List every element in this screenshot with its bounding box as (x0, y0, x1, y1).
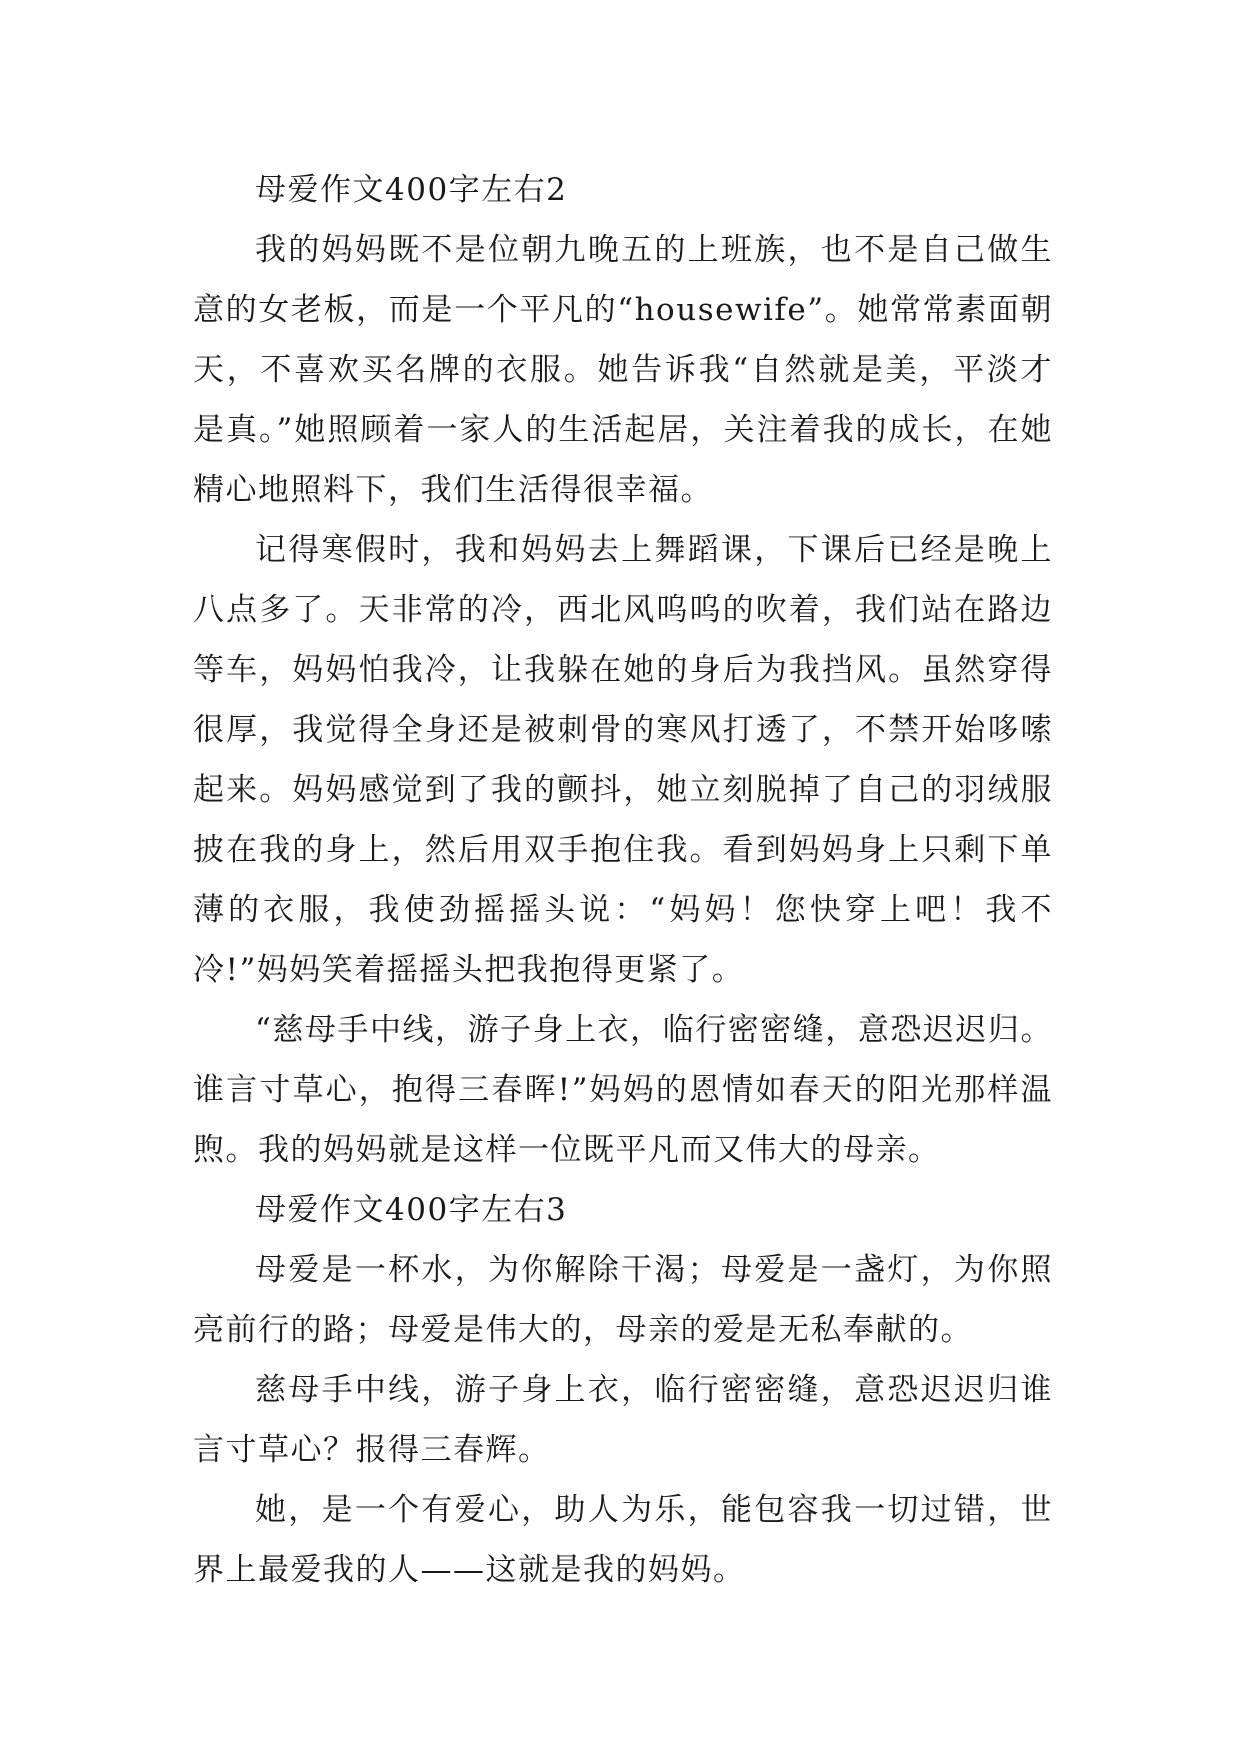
essay-section-2 (193, 160, 1053, 1180)
paragraph: 记得寒假时，我和妈妈去上舞蹈课，下课后已经是晚上八点多了。天非常的冷，西北风呜呜的吹着，我们站在路边等车，妈妈怕我冷，让我躲在她的身后为我挡风。虽然穿得很厚，我觉得全身还是被刺骨的寒风打透了，不禁开始哆嗦起来。妈妈感觉到了我的颤抖，她立刻脱掉了自己的羽绒服披在我的身上，然后用双手抱住我。看到妈妈身上只剩下单薄的衣服，我使劲摇摇头说：“妈妈！您快穿上吧！我不冷!”妈妈笑着摇摇头把我抱得更紧了。 (193, 532, 1053, 988)
section-heading: 母爱作文400字左右3 (255, 1192, 568, 1228)
document-page (193, 160, 1053, 1600)
paragraph: 我的妈妈既不是位朝九晚五的上班族，也不是自己做生意的女老板，而是一个平凡的“housewife”。她常常素面朝天，不喜欢买名牌的衣服。她告诉我“自然就是美，平淡才是真。”她照顾着一家人的生活起居，关注着我的成长，在她精心地照料下，我们生活得很幸福。 (193, 232, 1053, 508)
paragraph: 母爱是一杯水，为你解除干渴；母爱是一盏灯，为你照亮前行的路；母爱是伟大的，母亲的爱是无私奉献的。 (193, 1252, 1053, 1348)
paragraph: 她，是一个有爱心，助人为乐，能包容我一切过错，世界上最爱我的人——这就是我的妈妈。 (193, 1492, 1053, 1588)
paragraph: “慈母手中线，游子身上衣，临行密密缝，意恐迟迟归。谁言寸草心，抱得三春晖!”妈妈的恩情如春天的阳光那样温煦。我的妈妈就是这样一位既平凡而又伟大的母亲。 (193, 1012, 1053, 1168)
essay-section-3 (193, 1180, 1053, 1600)
section-heading: 母爱作文400字左右2 (255, 172, 568, 208)
paragraph: 慈母手中线，游子身上衣，临行密密缝，意恐迟迟归谁言寸草心？报得三春辉。 (193, 1372, 1053, 1468)
